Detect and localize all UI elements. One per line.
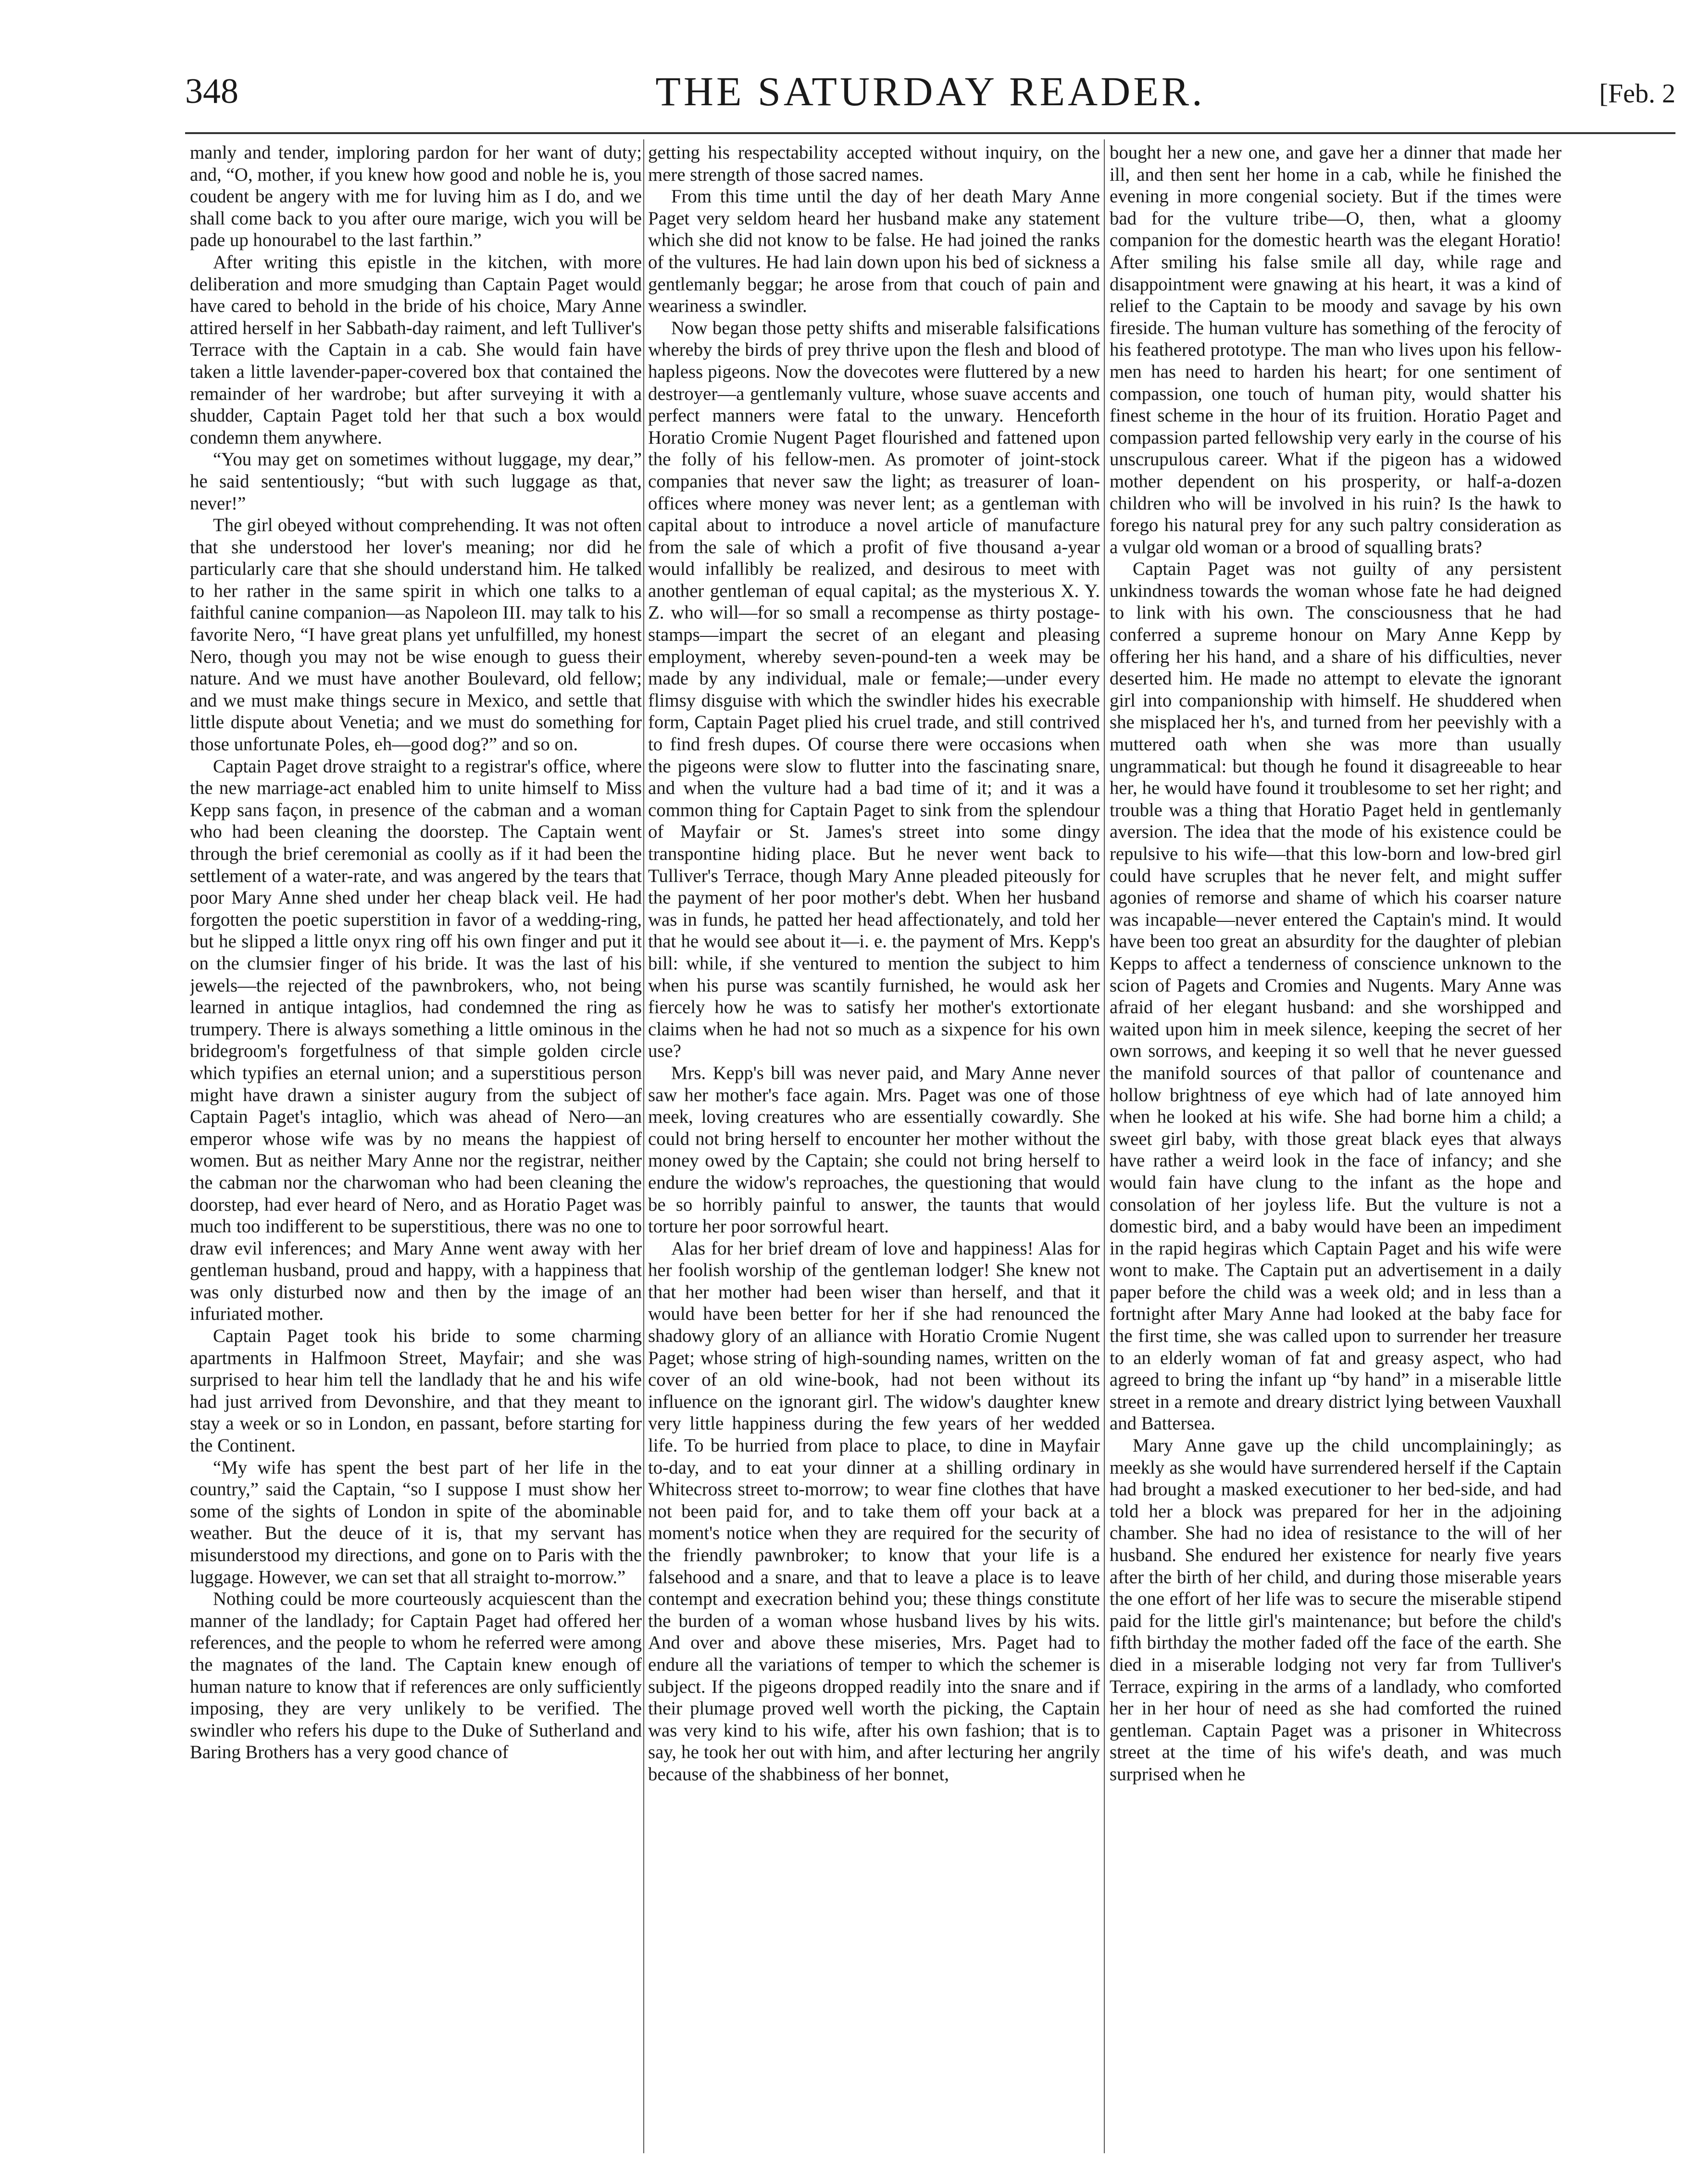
paragraph: bought her a new one, and gave her a dinner that made her ill, and then sent her home in a cab, while he finished the evening in more congenial society. But if the times were bad for the vulture tribe—O, then, what a gloomy companion for the domestic hearth was the elegant Horatio! After smiling his false smile all day, while rage and disappointment were gnawing at his heart, it was a kind of relief to the Captain to be moody and savage by his own fireside. The human vulture has something of the ferocity of his feathered prototype. The man who lives upon his fellow-men has need to harden his heart; for one sentiment of compassion, one touch of human pity, would shatter his finest scheme in the hour of its fruition. Horatio Paget and compassion parted fellowship very early in the course of his unscrupulous career. What if the pigeon has a widowed mother dependent on his prosperity, or half-a-dozen children who will be involved in his ruin? Is the hawk to forego his natural prey for any such paltry consideration as a vulgar old woman or a brood of squalling brats?	[1110, 142, 1562, 558]
paragraph: “My wife has spent the best part of her life in the country,” said the Captain, “so I suppose I must show her some of the sights of London in spite of the abominable weather. But the deuce of it is, that my servant has misunderstood my directions, and gone on to Paris with the luggage. However, we can set that all straight to-morrow.”	[190, 1457, 642, 1588]
paragraph: The girl obeyed without comprehending. It was not often that she understood her lover's meaning; nor did he particularly care that she should understand him. He talked to her rather in the same spirit in which one talks to a faithful canine companion—as Napoleon III. may talk to his favorite Nero, “I have great plans yet unfulfilled, my honest Nero, though you may not be wise enough to guess their nature. And we must have another Boulevard, old fellow; and we must make things secure in Mexico, and settle that little dispute about Venetia; and we must do something for those unfortunate Poles, eh—good dog?” and so on.	[190, 515, 642, 755]
column-divider	[643, 139, 644, 2153]
text-column-3	[1110, 142, 1562, 2151]
paragraph: From this time until the day of her death Mary Anne Paget very seldom heard her husband make any statement which she did not know to be false. He had joined the ranks of the vultures. He had lain down upon his bed of sickness a gentlemanly beggar; he arose from that couch of pain and weariness a swindler.	[648, 186, 1100, 317]
paragraph: Captain Paget took his bride to some charming apartments in Halfmoon Street, Mayfair; and she was surprised to hear him tell the landlady that he and his wife had just arrived from Devonshire, and that they meant to stay a week or so in London, en passant, before starting for the Continent.	[190, 1326, 642, 1456]
text-column-2	[648, 142, 1100, 2151]
paragraph: manly and tender, imploring pardon for her want of duty; and, “O, mother, if you knew how good and noble he is, you coudent be angery with me for luving him as I do, and we shall come back to you after oure marige, wich you will be pade up honourabel to the last farthin.”	[190, 142, 642, 251]
paragraph: After writing this epistle in the kitchen, with more deliberation and more smudging than Captain Paget would have cared to behold in the bride of his choice, Mary Anne attired herself in her Sabbath-day raiment, and left Tulliver's Terrace with the Captain in a cab. She would fain have taken a little lavender-paper-covered box that contained the remainder of her wardrobe; but after surveying it with a shudder, Captain Paget told her that such a box would condemn them anywhere.	[190, 251, 642, 448]
paragraph: getting his respectability accepted without inquiry, on the mere strength of those sacred names.	[648, 142, 1100, 185]
paragraph: “You may get on sometimes without luggage, my dear,” he said sententiously; “but with such luggage as that, never!”	[190, 449, 642, 514]
paragraph: Now began those petty shifts and miserable falsifications whereby the birds of prey thrive upon the flesh and blood of hapless pigeons. Now the dovecotes were fluttered by a new destroyer—a gentlemanly vulture, whose suave accents and perfect manners were fatal to the unwary. Henceforth Horatio Cromie Nugent Paget flourished and fattened upon the folly of his fellow-men. As promoter of joint-stock companies that never saw the light; as treasurer of loan-offices where money was never lent; as a gentleman with capital about to introduce a novel article of manufacture from the sale of which a profit of five thousand a-year would infallibly be realized, and desirous to meet with another gentleman of equal capital; as the mysterious X. Y. Z. who will—for so small a recompense as thirty postage-stamps—impart the secret of an elegant and pleasing employment, whereby seven-pound-ten a week may be made by any individual, male or female;—under every flimsy disguise with which the swindler hides his execrable form, Captain Paget plied his cruel trade, and still contrived to find fresh dupes. Of course there were occasions when the pigeons were slow to flutter into the fascinating snare, and when the vulture had a bad time of it; and it was a common thing for Captain Paget to sink from the splendour of Mayfair or St. James's street into some dingy transpontine hiding place. But he never went back to Tulliver's Terrace, though Mary Anne pleaded piteously for the payment of her poor mother's debt. When her husband was in funds, he patted her head affectionately, and told her that he would see about it—i. e. the payment of Mrs. Kepp's bill: while, if she ventured to mention the subject to him when his purse was scantily furnished, he would ask her fiercely how he was to satisfy her mother's extortionate claims when he had not so much as a sixpence for his own use?	[648, 317, 1100, 1062]
masthead-title: THE SATURDAY READER.	[655, 68, 1205, 114]
page-number: 348	[185, 72, 238, 111]
paragraph: Alas for her brief dream of love and happiness! Alas for her foolish worship of the gentleman lodger! She knew not that her mother had been wiser than herself, and that it would have been better for her if she had renounced the shadowy glory of an alliance with Horatio Cromie Nugent Paget; whose string of high-sounding names, written on the cover of an old wine-book, had not been without its influence on the ignorant girl. The widow's daughter knew very little happiness during the few years of her wedded life. To be hurried from place to place, to dine in Mayfair to-day, and to eat your dinner at a shilling ordinary in Whitecross street to-morrow; to wear fine clothes that have not been paid for, and to take them off your back at a moment's notice when they are required for the security of the friendly pawnbroker; to know that your life is a falsehood and a snare, and that to leave a place is to leave contempt and execration behind you; these things constitute the burden of a woman whose husband lives by his wits. And over and above these miseries, Mrs. Paget had to endure all the variations of temper to which the schemer is subject. If the pigeons dropped readily into the snare and if their plumage proved well worth the picking, the Captain was very kind to his wife, after his own fashion; that is to say, he took her out with him, and after lecturing her angrily because of the shabbiness of her bonnet,	[648, 1238, 1100, 1785]
paragraph: Captain Paget was not guilty of any persistent unkindness towards the woman whose fate he had deigned to link with his own. The consciousness that he had conferred a supreme honour on Mary Anne Kepp by offering her his hand, and a share of his difficulties, never deserted him. He made no attempt to elevate the ignorant girl into companionship with himself. He shuddered when she misplaced her h's, and turned from her peevishly with a muttered oath when she was more than usually ungrammatical: but though he found it disagreeable to hear her, he would have found it troublesome to set her right; and trouble was a thing that Horatio Paget held in gentlemanly aversion. The idea that the mode of his existence could be repulsive to his wife—that this low-born and low-bred girl could have scruples that he never felt, and might suffer agonies of remorse and shame of which his coarser nature was incapable—never entered the Captain's mind. It would have been too great an absurdity for the daughter of plebian Kepps to affect a tenderness of conscience unknown to the scion of Pagets and Cromies and Nugents. Mary Anne was afraid of her elegant husband: and she worshipped and waited upon him in meek silence, keeping the secret of her own sorrows, and keeping it so well that he never guessed the manifold sources of that pallor of countenance and hollow brightness of eye which had of late annoyed him when he looked at his wife. She had borne him a child; a sweet girl baby, with those great black eyes that always have rather a weird look in the face of infancy; and she would fain have clung to the infant as the hope and consolation of her joyless life. But the vulture is not a domestic bird, and a baby would have been an impediment in the rapid hegiras which Captain Paget and his wife were wont to make. The Captain put an advertisement in a daily paper before the child was a week old; and in less than a fortnight after Mary Anne had looked at the baby face for the first time, she was called upon to surrender her treasure to an elderly woman of fat and greasy aspect, who had agreed to bring the infant up “by hand” in a miserable little street in a remote and dreary district lying between Vauxhall and Battersea.	[1110, 558, 1562, 1434]
paragraph: Mrs. Kepp's bill was never paid, and Mary Anne never saw her mother's face again. Mrs. Paget was one of those meek, loving creatures who are essentially cowardly. She could not bring herself to encounter her mother without the money owed by the Captain; she could not bring herself to endure the widow's reproaches, the questioning that would be so horribly painful to answer, the taunts that would torture her poor sorrowful heart.	[648, 1062, 1100, 1237]
text-column-1	[190, 142, 642, 2151]
page-header	[185, 67, 1675, 130]
paragraph: Captain Paget drove straight to a registrar's office, where the new marriage-act enabled him to unite himself to Miss Kepp sans façon, in presence of the cabman and a woman who had been cleaning the doorstep. The Captain went through the brief ceremonial as coolly as if it had been the settlement of a water-rate, and was angered by the tears that poor Mary Anne shed under her cheap black veil. He had forgotten the poetic superstition in favor of a wedding-ring, but he slipped a little onyx ring off his own finger and put it on the clumsier finger of his bride. It was the last of his jewels—the rejected of the pawnbrokers, who, not being learned in antique intaglios, had condemned the ring as trumpery. There is always something a little ominous in the bridegroom's forgetfulness of that simple golden circle which typifies an eternal union; and a superstitious person might have drawn a sinister augury from the subject of Captain Paget's intaglio, which was ahead of Nero—an emperor whose wife was by no means the happiest of women. But as neither Mary Anne nor the registrar, neither the cabman nor the charwoman who had been cleaning the doorstep, had ever heard of Nero, and as Horatio Paget was much too indifferent to be superstitious, there was no one to draw evil inferences; and Mary Anne went away with her gentleman husband, proud and happy, with a happiness that was only disturbed now and then by the image of an infuriated mother.	[190, 756, 642, 1325]
header-rule	[185, 132, 1675, 134]
column-divider	[1104, 139, 1105, 2153]
paragraph: Mary Anne gave up the child uncomplainingly; as meekly as she would have surrendered herself if the Captain had brought a masked executioner to her bed-side, and had told her a block was prepared for her in the adjoining chamber. She had no idea of resistance to the will of her husband. She endured her existence for nearly five years after the birth of her child, and during those miserable years the one effort of her life was to secure the miserable stipend paid for the little girl's maintenance; but before the child's fifth birthday the mother faded off the face of the earth. She died in a miserable lodging not very far from Tulliver's Terrace, expiring in the arms of a landlady, who comforted her in her hour of need as she had comforted the ruined gentleman. Captain Paget was a prisoner in Whitecross street at the time of his wife's death, and was much surprised when he	[1110, 1435, 1562, 1785]
header-date: [Feb. 2	[1599, 79, 1675, 109]
paragraph: Nothing could be more courteously acquiescent than the manner of the landlady; for Captain Paget had offered her references, and the people to whom he referred were among the magnates of the land. The Captain knew enough of human nature to know that if references are only sufficiently imposing, they are very unlikely to be verified. The swindler who refers his dupe to the Duke of Sutherland and Baring Brothers has a very good chance of	[190, 1588, 642, 1763]
